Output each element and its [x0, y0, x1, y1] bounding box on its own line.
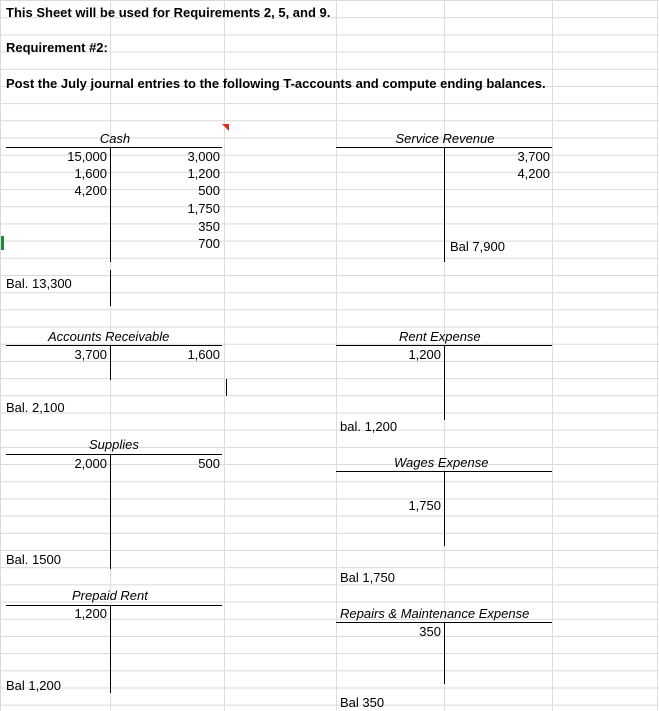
t-account-divider — [110, 345, 111, 380]
credit-entry[interactable]: 500 — [198, 456, 220, 471]
debit-entry[interactable]: 15,000 — [67, 149, 107, 164]
credit-entry[interactable]: 1,200 — [187, 166, 220, 181]
account-title[interactable]: Repairs & Maintenance Expense — [340, 606, 530, 621]
credit-entry[interactable]: 3,700 — [517, 149, 550, 164]
sheet-note[interactable]: This Sheet will be used for Requirements 2, 5, and 9. — [6, 5, 331, 20]
debit-entry[interactable]: 2,000 — [74, 456, 107, 471]
account-balance[interactable]: Bal 7,900 — [450, 239, 505, 254]
account-balance[interactable]: Bal. 13,300 — [6, 276, 72, 291]
account-title[interactable]: Supplies — [89, 437, 139, 452]
account-balance[interactable]: Bal 1,200 — [6, 678, 61, 693]
debit-entry[interactable]: 350 — [419, 624, 441, 639]
comment-indicator-icon[interactable] — [222, 124, 229, 131]
t-account-divider — [444, 471, 445, 546]
instructions-text[interactable]: Post the July journal entries to the following T-accounts and compute ending balances. — [6, 76, 546, 91]
account-title[interactable]: Rent Expense — [399, 329, 481, 344]
debit-entry[interactable]: 1,600 — [74, 166, 107, 181]
t-account-divider — [110, 454, 111, 569]
t-account-divider — [110, 147, 111, 262]
account-balance[interactable]: Bal. 2,100 — [6, 400, 65, 415]
debit-entry[interactable]: 3,700 — [74, 347, 107, 362]
t-account-divider — [444, 622, 445, 684]
t-account-top-line — [6, 605, 222, 606]
credit-entry[interactable]: 500 — [198, 183, 220, 198]
t-account-top-line — [6, 454, 222, 455]
cell-selection-marker — [1, 236, 4, 250]
cell-edge-line — [226, 379, 227, 396]
credit-entry[interactable]: 3,000 — [187, 149, 220, 164]
account-balance[interactable]: Bal 1,750 — [340, 570, 395, 585]
grid-column-line — [657, 0, 658, 711]
credit-entry[interactable]: 1,600 — [187, 347, 220, 362]
credit-entry[interactable]: 350 — [198, 219, 220, 234]
debit-entry[interactable]: 1,750 — [408, 498, 441, 513]
t-account-divider — [444, 345, 445, 420]
t-account-top-line — [6, 345, 222, 346]
credit-entry[interactable]: 1,750 — [187, 201, 220, 216]
t-account-divider — [110, 605, 111, 693]
debit-entry[interactable]: 1,200 — [408, 347, 441, 362]
grid-column-line — [336, 0, 337, 711]
credit-entry[interactable]: 700 — [198, 236, 220, 251]
credit-entry[interactable]: 4,200 — [517, 166, 550, 181]
debit-entry[interactable]: 1,200 — [74, 606, 107, 621]
t-account-top-line — [6, 147, 222, 148]
account-balance[interactable]: Bal. 1500 — [6, 552, 61, 567]
account-title[interactable]: Wages Expense — [394, 455, 489, 470]
account-balance[interactable]: Bal 350 — [340, 695, 385, 710]
account-title[interactable]: Cash — [99, 131, 131, 146]
grid-column-line — [224, 0, 225, 711]
debit-entry[interactable]: 4,200 — [74, 183, 107, 198]
t-account-divider — [444, 147, 445, 262]
account-title[interactable]: Accounts Receivable — [48, 329, 170, 344]
requirement-heading[interactable]: Requirement #2: — [6, 40, 108, 55]
grid-column-line — [552, 0, 553, 711]
account-title[interactable]: Service Revenue — [395, 131, 495, 146]
account-title[interactable]: Prepaid Rent — [72, 588, 148, 603]
account-balance[interactable]: bal. 1,200 — [340, 419, 398, 434]
balance-divider — [110, 270, 111, 306]
